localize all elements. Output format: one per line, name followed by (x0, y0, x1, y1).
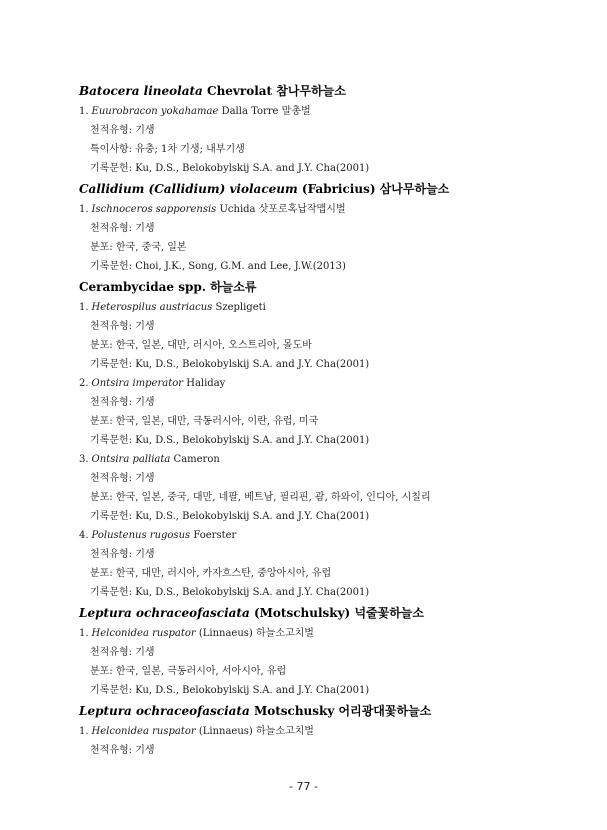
parasitoid-entry (79, 529, 549, 542)
entry-detail-line: 천적유형: 기생 (90, 473, 155, 484)
host-author: Cerambycidae spp. (79, 280, 206, 294)
parasitoid-entry (79, 203, 549, 216)
host-heading (79, 181, 549, 197)
parasitoid-species: Heterospilus austriacus (91, 302, 213, 313)
parasitoid-species: Ontsira imperator (91, 378, 184, 389)
parasitoid-author: (Linnaeus) (198, 628, 253, 639)
parasitoid-entry (79, 725, 549, 738)
host-heading (79, 279, 549, 295)
parasitoid-korean-name: 삿포로혹납작맵시벌 (258, 204, 346, 215)
entry-detail-line: 천적유형: 기생 (90, 549, 155, 560)
entry-detail-line: 천적유형: 기생 (90, 647, 155, 658)
entry-detail-line: 기록문헌: Ku, D.S., Belokobylskij S.A. and J.Y. Cha(2001) (90, 435, 370, 446)
parasitoid-species: Euurobracon yokahamae (91, 106, 219, 117)
parasitoid-author: Szepligeti (215, 302, 266, 313)
parasitoid-korean-name: 하늘소고치벌 (256, 628, 314, 639)
entry-detail-line: 천적유형: 기생 (90, 745, 155, 756)
entry-detail-line: 천적유형: 기생 (90, 397, 155, 408)
host-scientific-name: Batocera lineolata (79, 84, 203, 98)
parasitoid-entry (79, 627, 549, 640)
host-scientific-name: Leptura ochraceofasciata (79, 606, 250, 620)
entry-detail-line: 천적유형: 기생 (90, 223, 155, 234)
entry-number: 2. (79, 378, 89, 389)
page-number: - 77 - (289, 780, 318, 793)
host-korean-name: 하늘소류 (210, 280, 257, 294)
entry-detail-line: 기록문헌: Ku, D.S., Belokobylskij S.A. and J.Y. Cha(2001) (90, 163, 370, 174)
entry-detail-line: 기록문헌: Ku, D.S., Belokobylskij S.A. and J.Y. Cha(2001) (90, 511, 370, 522)
entry-detail-line: 천적유형: 기생 (90, 125, 155, 136)
parasitoid-species: Helconidea ruspator (91, 726, 196, 737)
entry-number: 1. (79, 628, 89, 639)
host-korean-name: 어리광대꽃하늘소 (338, 704, 432, 718)
parasitoid-entry (79, 453, 549, 466)
parasitoid-author: (Linnaeus) (198, 726, 253, 737)
parasitoid-entry (79, 377, 549, 390)
parasitoid-author: Dalla Torre (221, 106, 279, 117)
host-author: (Motschulsky) (253, 606, 351, 620)
parasitoid-korean-name: 하늘소고치벌 (256, 726, 314, 737)
entry-detail-line: 분포: 한국, 일본, 대만, 러시아, 오스트리아, 몰도바 (90, 340, 312, 351)
entry-detail-line: 분포: 한국, 일본, 중국, 대만, 네팔, 베트남, 필리핀, 괌, 하와이, 인디아, 시칠리 (90, 492, 431, 503)
host-heading (79, 703, 549, 719)
host-scientific-name: Leptura ochraceofasciata (79, 704, 250, 718)
parasitoid-author: Haliday (186, 378, 226, 389)
host-author: Motschusky (253, 704, 335, 718)
entry-detail-line: 기록문헌: Choi, J.K., Song, G.M. and Lee, J.W.(2013) (90, 261, 346, 272)
parasitoid-korean-name: 말총벌 (281, 106, 311, 117)
parasitoid-entry (79, 301, 549, 314)
page-content (79, 83, 549, 763)
host-author: (Fabricius) (301, 182, 376, 196)
parasitoid-entry (79, 105, 549, 118)
entry-detail-line: 분포: 한국, 대만, 러시아, 카자흐스탄, 중앙아시아, 유럽 (90, 568, 332, 579)
entry-number: 3. (79, 454, 89, 465)
entry-detail-line: 기록문헌: Ku, D.S., Belokobylskij S.A. and J.Y. Cha(2001) (90, 685, 370, 696)
entry-number: 1. (79, 302, 89, 313)
host-heading (79, 605, 549, 621)
entry-detail-line: 특이사항: 유충; 1차 기생; 내부기생 (90, 144, 245, 155)
entry-detail-line: 기록문헌: Ku, D.S., Belokobylskij S.A. and J.Y. Cha(2001) (90, 587, 370, 598)
parasitoid-species: Ischnoceros sapporensis (91, 204, 217, 215)
parasitoid-species: Helconidea ruspator (91, 628, 196, 639)
entry-number: 1. (79, 726, 89, 737)
entry-detail-line: 천적유형: 기생 (90, 321, 155, 332)
entry-number: 1. (79, 204, 89, 215)
entry-number: 4. (79, 530, 89, 541)
host-korean-name: 참나무하늘소 (276, 84, 346, 98)
entry-detail-line: 기록문헌: Ku, D.S., Belokobylskij S.A. and J.Y. Cha(2001) (90, 359, 370, 370)
host-scientific-name: Callidium (Callidium) violaceum (79, 182, 298, 196)
host-korean-name: 넉줄꽃하늘소 (354, 606, 424, 620)
parasitoid-author: Uchida (219, 204, 256, 215)
parasitoid-species: Ontsira palliata (91, 454, 171, 465)
entry-number: 1. (79, 106, 89, 117)
entry-detail-line: 분포: 한국, 중국, 일본 (90, 242, 187, 253)
parasitoid-species: Polustenus rugosus (91, 530, 191, 541)
host-author: Chevrolat (207, 84, 273, 98)
entry-detail-line: 분포: 한국, 일본, 대만, 극동러시아, 이란, 유럽, 미국 (90, 416, 319, 427)
host-korean-name: 삼나무하늘소 (379, 182, 450, 196)
entry-detail-line: 분포: 한국, 일본, 극동러시아, 서아시아, 유럽 (90, 666, 287, 677)
host-heading (79, 83, 549, 99)
parasitoid-author: Foerster (193, 530, 237, 541)
parasitoid-author: Cameron (173, 454, 220, 465)
